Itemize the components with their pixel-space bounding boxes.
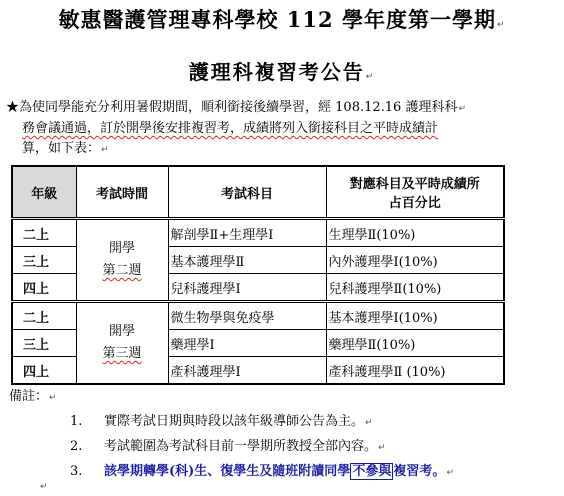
period-cell: [76, 302, 168, 385]
paragraph-mark: ↵: [446, 468, 454, 478]
period-line-2: 第二週: [102, 263, 142, 278]
table-row: [12, 302, 504, 330]
header-mapping-line-1: 對應科目及平時成績所: [349, 177, 480, 192]
grade-cell: 三上: [12, 330, 76, 357]
grade-cell: 二上: [12, 219, 76, 247]
mapping-cell: 生理學Ⅱ(10%): [326, 219, 504, 247]
subject-cell: 兒科護理學Ⅰ: [168, 274, 326, 302]
subject-cell: 微生物學與免疫學: [168, 302, 326, 330]
paragraph-mark: ↵: [496, 20, 506, 30]
mapping-cell: 產科護理學Ⅱ (10%): [326, 357, 504, 385]
paragraph-mark: ↵: [101, 145, 109, 155]
intro-line-1: 為使同學能充分利用暑假期間，順利銜接後續學習，經 108.12.16 護理科科: [19, 100, 458, 115]
paragraph-mark: ↵: [365, 72, 376, 82]
note-text: 考試範圍為考試科目前一學期所教授全部內容。: [104, 439, 378, 454]
note-number: 2.: [70, 439, 83, 454]
paragraph-mark: ↵: [365, 418, 373, 428]
document-title: 敏惠醫護管理專科學校 112 學年度第一學期↵: [58, 7, 506, 32]
table-header-row: [12, 166, 504, 219]
period-line-2: 第三週: [102, 346, 142, 361]
mapping-cell: 兒科護理學Ⅱ(10%): [326, 274, 504, 302]
document-subtitle: 護理科複習考公告↵: [188, 60, 376, 84]
grade-cell: 四上: [12, 274, 76, 302]
grade-cell: 三上: [12, 247, 76, 274]
note-text: 實際考試日期與時段以該年級導師公告為主。: [104, 414, 365, 429]
mapping-cell: 內外護理學Ⅰ(10%): [326, 247, 504, 274]
period-line-1: 開學: [108, 241, 135, 256]
paragraph-mark: ↵: [49, 393, 57, 403]
subject-cell: 藥理學Ⅰ: [168, 330, 326, 357]
exam-schedule-table: [11, 165, 505, 385]
note-text-before: 該學期轉學(科)生、復學生及隨班附讀同學: [104, 464, 351, 479]
grade-cell: 二上: [12, 302, 76, 330]
note-text-boxed: 不參與: [352, 464, 392, 479]
note-item: [70, 410, 373, 429]
period-line-1: 開學: [108, 324, 135, 339]
notes-label: [9, 385, 57, 404]
intro-paragraph: [6, 98, 558, 160]
note-text-after: 複習考。: [393, 464, 446, 479]
period-cell: [76, 219, 168, 302]
subject-cell: 解剖學Ⅱ+生理學Ⅰ: [168, 219, 326, 247]
table-row: [12, 219, 504, 247]
paragraph-mark: ↵: [40, 482, 48, 492]
star-bullet-icon: ★: [6, 100, 20, 115]
subject-cell: 基本護理學Ⅱ: [168, 247, 326, 274]
header-mapping: [326, 166, 504, 219]
note-number: 3.: [70, 464, 83, 479]
header-exam-time: 考試時間: [76, 166, 168, 219]
header-mapping-line-2: 占百分比: [388, 196, 441, 211]
subject-cell: 產科護理學Ⅰ: [168, 357, 326, 385]
mapping-cell: 藥理學Ⅱ(10%): [326, 330, 504, 357]
paragraph-mark: ↵: [458, 104, 466, 114]
paragraph-mark: ↵: [378, 443, 386, 453]
intro-line-3-text: 算，如下表：: [22, 141, 101, 156]
grade-cell: 四上: [12, 357, 76, 385]
mapping-cell: 基本護理學Ⅰ(10%): [326, 302, 504, 330]
intro-line-3: [6, 139, 558, 160]
intro-line-2-text: 務會議通過，訂於開學後安排複習考，成績將列入銜接科目之平時成績計: [22, 121, 439, 136]
header-grade: 年級: [12, 166, 76, 219]
note-item: [70, 435, 386, 454]
note-number: 1.: [70, 414, 83, 429]
header-exam-subject: 考試科目: [168, 166, 326, 219]
notes-label-text: 備註：: [9, 389, 49, 404]
note-item: [70, 460, 454, 479]
intro-line-2: [6, 119, 558, 139]
